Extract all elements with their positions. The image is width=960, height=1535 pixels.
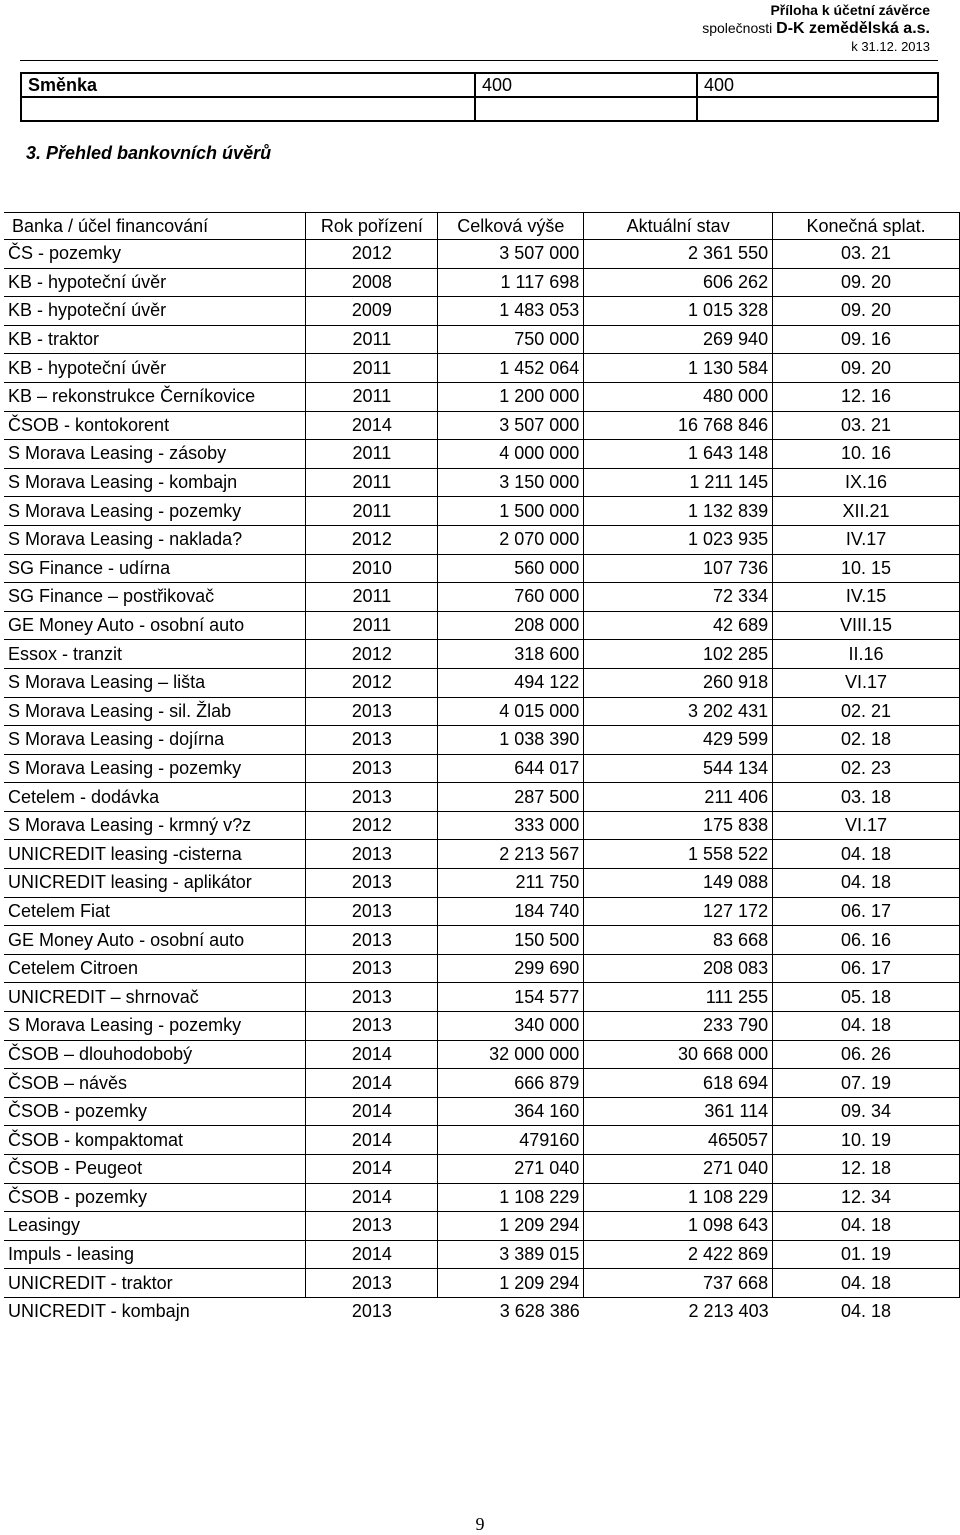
loan-final-payment-cell: 02. 23 (773, 754, 960, 783)
loan-current-cell: 127 172 (584, 897, 773, 926)
table-row (4, 668, 960, 697)
company-name: D-K zemědělská a.s. (776, 20, 930, 37)
loan-current-cell: 111 255 (584, 983, 773, 1012)
table-row (4, 354, 960, 383)
loan-total-cell: 271 040 (438, 1155, 584, 1184)
loan-final-payment-cell: IX.16 (773, 468, 960, 497)
loan-current-cell: 269 940 (584, 325, 773, 354)
loan-year-cell: 2011 (306, 583, 438, 612)
loan-total-cell: 154 577 (438, 983, 584, 1012)
loan-current-cell: 1 211 145 (584, 468, 773, 497)
loan-current-cell: 271 040 (584, 1155, 773, 1184)
note-row (21, 73, 938, 97)
note-value-cell: 400 (697, 73, 938, 97)
loan-year-cell: 2013 (306, 897, 438, 926)
loan-total-cell: 1 200 000 (438, 382, 584, 411)
loan-final-payment-cell: 06. 16 (773, 926, 960, 955)
table-row (4, 897, 960, 926)
loan-current-cell: 1 132 839 (584, 497, 773, 526)
loan-final-payment-cell: 09. 20 (773, 268, 960, 297)
table-row (4, 811, 960, 840)
table-row (4, 869, 960, 898)
loan-final-payment-cell: 03. 18 (773, 783, 960, 812)
loan-name-cell: UNICREDIT - kombajn (8, 1301, 190, 1322)
loan-final-payment-cell: 09. 20 (773, 297, 960, 326)
loan-final-payment-cell: 09. 34 (773, 1097, 960, 1126)
loan-year-cell: 2013 (306, 726, 438, 755)
loan-name-cell: UNICREDIT – shrnovač (4, 983, 306, 1012)
loan-total-cell: 4 000 000 (438, 440, 584, 469)
loan-name-cell: ČSOB – dlouhodobobý (4, 1040, 306, 1069)
table-row (4, 640, 960, 669)
loan-name-cell: UNICREDIT leasing -cisterna (4, 840, 306, 869)
loan-year-cell: 2013 (306, 754, 438, 783)
loan-year-cell: 2011 (306, 354, 438, 383)
note-label-cell (21, 97, 475, 121)
loan-current-cell: 737 668 (584, 1269, 773, 1298)
loan-total-cell: 1 108 229 (438, 1183, 584, 1212)
table-row (4, 840, 960, 869)
table-row (4, 525, 960, 554)
loan-final-payment-cell: 02. 18 (773, 726, 960, 755)
note-label-cell: Směnka (21, 73, 475, 97)
loan-year-cell: 2013 (306, 869, 438, 898)
loan-year-cell: 2012 (306, 525, 438, 554)
loan-year-cell: 2011 (306, 468, 438, 497)
loan-current-cell: 480 000 (584, 382, 773, 411)
column-header-final-payment: Konečná splat. (773, 213, 960, 240)
loan-current-cell: 1 023 935 (584, 525, 773, 554)
header-divider (20, 60, 938, 61)
loan-year-cell: 2013 (306, 783, 438, 812)
loan-current-cell: 544 134 (584, 754, 773, 783)
loan-current-cell: 1 108 229 (584, 1183, 773, 1212)
loan-total-cell: 3 389 015 (438, 1240, 584, 1269)
section-title: 3. Přehled bankovních úvěrů (26, 143, 272, 163)
loan-name-cell: ČS - pozemky (4, 240, 306, 269)
loan-total-cell: 1 038 390 (438, 726, 584, 755)
table-row (4, 497, 960, 526)
loan-total-cell: 3 507 000 (438, 411, 584, 440)
loan-final-payment-cell: 01. 19 (773, 1240, 960, 1269)
loan-year-cell: 2014 (306, 1240, 438, 1269)
loan-name-cell: ČSOB - kontokorent (4, 411, 306, 440)
loan-final-payment-cell: 10. 15 (773, 554, 960, 583)
loan-name-cell: KB - hypoteční úvěr (4, 268, 306, 297)
loan-final-payment-cell: 04. 18 (773, 840, 960, 869)
table-row (4, 440, 960, 469)
loan-final-payment-cell: 07. 19 (773, 1069, 960, 1098)
table-row (4, 1240, 960, 1269)
loan-year-cell: 2012 (306, 811, 438, 840)
table-row (4, 1297, 960, 1325)
note-value-cell: 400 (475, 73, 697, 97)
loan-year-cell: 2014 (306, 1040, 438, 1069)
loan-current-cell: 72 334 (584, 583, 773, 612)
table-row (4, 1183, 960, 1212)
column-header-total: Celková výše (438, 213, 584, 240)
loan-year-cell: 2014 (306, 1126, 438, 1155)
loan-name-cell: S Morava Leasing - krmný v?z (4, 811, 306, 840)
loan-current-cell: 16 768 846 (584, 411, 773, 440)
loan-name-cell: Cetelem Citroen (4, 954, 306, 983)
note-value-cell (475, 97, 697, 121)
loan-year-cell: 2013 (306, 926, 438, 955)
loan-year-cell: 2014 (306, 411, 438, 440)
loan-name-cell: ČSOB – návěs (4, 1069, 306, 1098)
loan-final-payment-cell: 04. 18 (773, 869, 960, 898)
table-row (4, 954, 960, 983)
loan-year-cell: 2014 (306, 1097, 438, 1126)
table-row (4, 754, 960, 783)
loan-year-cell: 2011 (306, 440, 438, 469)
loan-name-cell: S Morava Leasing – lišta (4, 668, 306, 697)
loan-final-payment-cell: II.16 (773, 640, 960, 669)
loan-final-payment-cell: 06. 17 (773, 897, 960, 926)
loan-name-cell: Cetelem - dodávka (4, 783, 306, 812)
table-row (4, 697, 960, 726)
loan-total-cell: 750 000 (438, 325, 584, 354)
loan-current-cell: 465057 (584, 1126, 773, 1155)
table-row (4, 1040, 960, 1069)
table-row (4, 240, 960, 269)
loan-final-payment-cell: 10. 16 (773, 440, 960, 469)
loan-name-cell: KB - hypoteční úvěr (4, 354, 306, 383)
table-row (4, 1097, 960, 1126)
loan-final-payment-cell: IV.15 (773, 583, 960, 612)
loan-year-cell: 2011 (306, 382, 438, 411)
loan-current-cell: 1 643 148 (584, 440, 773, 469)
company-prefix: společnosti (702, 20, 773, 36)
loan-final-payment-cell: 06. 17 (773, 954, 960, 983)
loan-total-cell: 479160 (438, 1126, 584, 1155)
table-row (4, 1269, 960, 1298)
table-row (4, 726, 960, 755)
loan-total-cell: 494 122 (438, 668, 584, 697)
loan-current-cell: 3 202 431 (584, 697, 773, 726)
loan-final-payment-cell: 02. 21 (773, 697, 960, 726)
loan-current-cell: 42 689 (584, 611, 773, 640)
loan-total-cell: 3 507 000 (438, 240, 584, 269)
loan-year-cell: 2013 (306, 1012, 438, 1041)
loan-year-cell: 2010 (306, 554, 438, 583)
loan-total-cell: 3 150 000 (438, 468, 584, 497)
loan-name-cell: S Morava Leasing - dojírna (4, 726, 306, 755)
loan-current-cell: 2 361 550 (584, 240, 773, 269)
loan-current-cell: 429 599 (584, 726, 773, 755)
loan-name-cell: Impuls - leasing (4, 1240, 306, 1269)
loan-current-cell: 1 130 584 (584, 354, 773, 383)
table-row (4, 1155, 960, 1184)
loan-total-cell: 1 209 294 (438, 1269, 584, 1298)
table-row (4, 1069, 960, 1098)
loan-final-payment-cell: VI.17 (773, 811, 960, 840)
loan-name-cell: S Morava Leasing - naklada? (4, 525, 306, 554)
loan-final-payment-cell: 12. 16 (773, 382, 960, 411)
loan-current-cell: 30 668 000 (584, 1040, 773, 1069)
loan-final-payment-cell: 06. 26 (773, 1040, 960, 1069)
loan-final-payment-cell: 10. 19 (773, 1126, 960, 1155)
loan-total-cell: 340 000 (438, 1012, 584, 1041)
report-date: k 31.12. 2013 (851, 39, 930, 54)
loan-name-cell: Leasingy (4, 1212, 306, 1241)
loan-name-cell: KB - hypoteční úvěr (4, 297, 306, 326)
loan-year-cell: 2012 (306, 640, 438, 669)
loan-current-cell: 107 736 (584, 554, 773, 583)
loan-current-cell: 102 285 (584, 640, 773, 669)
table-row (4, 583, 960, 612)
loan-name-cell: Essox - tranzit (4, 640, 306, 669)
loan-final-payment-cell: 05. 18 (773, 983, 960, 1012)
loan-final-payment-cell: 03. 21 (773, 240, 960, 269)
loan-name-cell: ČSOB - kompaktomat (4, 1126, 306, 1155)
loan-name-cell: KB - traktor (4, 325, 306, 354)
loan-total-cell: 1 452 064 (438, 354, 584, 383)
table-row (4, 297, 960, 326)
loan-name-cell: GE Money Auto - osobní auto (4, 611, 306, 640)
note-value-cell (697, 97, 938, 121)
loan-year-cell: 2013 (306, 1212, 438, 1241)
loan-name-cell: S Morava Leasing - pozemky (4, 1012, 306, 1041)
loan-name-cell: S Morava Leasing - zásoby (4, 440, 306, 469)
table-row (4, 611, 960, 640)
loan-total-cell: 666 879 (438, 1069, 584, 1098)
loan-year-cell: 2011 (306, 611, 438, 640)
column-header-bank: Banka / účel financování (4, 213, 306, 240)
loan-name-cell: ČSOB - Peugeot (4, 1155, 306, 1184)
loan-current-cell: 175 838 (584, 811, 773, 840)
loan-total-cell: 364 160 (438, 1097, 584, 1126)
loan-final-payment-cell: VIII.15 (773, 611, 960, 640)
loan-final-payment-cell: 04. 18 (773, 1269, 960, 1298)
loan-current-cell: 2 213 403 (688, 1301, 769, 1322)
loan-final-payment-cell: 12. 34 (773, 1183, 960, 1212)
table-row (4, 783, 960, 812)
loan-name-cell: S Morava Leasing - pozemky (4, 497, 306, 526)
loan-year-cell: 2014 (306, 1183, 438, 1212)
loan-total-cell: 760 000 (438, 583, 584, 612)
table-row (4, 325, 960, 354)
loans-header-row (4, 213, 960, 240)
table-row (4, 268, 960, 297)
loan-year-cell: 2013 (306, 954, 438, 983)
loan-year-cell: 2008 (306, 268, 438, 297)
loan-current-cell: 149 088 (584, 869, 773, 898)
loan-name-cell: GE Money Auto - osobní auto (4, 926, 306, 955)
loan-total-cell: 150 500 (438, 926, 584, 955)
loan-year-cell: 2012 (306, 240, 438, 269)
table-row (4, 411, 960, 440)
loan-total-cell: 208 000 (438, 611, 584, 640)
loan-total-cell: 1 500 000 (438, 497, 584, 526)
loan-year-cell: 2013 (306, 1269, 438, 1298)
loan-total-cell: 184 740 (438, 897, 584, 926)
loan-total-cell: 287 500 (438, 783, 584, 812)
loan-total-cell: 1 483 053 (438, 297, 584, 326)
loan-total-cell: 1 117 698 (438, 268, 584, 297)
loan-final-payment-cell: 09. 20 (773, 354, 960, 383)
loan-total-cell: 4 015 000 (438, 697, 584, 726)
loan-total-cell: 2 213 567 (438, 840, 584, 869)
attachment-title: Příloha k účetní závěrce (770, 2, 930, 18)
loan-total-cell: 3 628 386 (499, 1301, 580, 1322)
table-row (4, 1012, 960, 1041)
loan-name-cell: UNICREDIT - traktor (4, 1269, 306, 1298)
note-row (21, 97, 938, 121)
loan-current-cell: 83 668 (584, 926, 773, 955)
table-row (4, 983, 960, 1012)
table-row (4, 554, 960, 583)
loan-total-cell: 560 000 (438, 554, 584, 583)
loan-name-cell: ČSOB - pozemky (4, 1183, 306, 1212)
loan-current-cell: 1 558 522 (584, 840, 773, 869)
loan-name-cell: S Morava Leasing - pozemky (4, 754, 306, 783)
promissory-note-table (20, 72, 939, 122)
loan-current-cell: 208 083 (584, 954, 773, 983)
loan-year-cell: 2012 (306, 668, 438, 697)
loan-final-payment-cell: VI.17 (773, 668, 960, 697)
loan-total-cell: 2 070 000 (438, 525, 584, 554)
loan-total-cell: 32 000 000 (438, 1040, 584, 1069)
loan-current-cell: 606 262 (584, 268, 773, 297)
loan-total-cell: 318 600 (438, 640, 584, 669)
loan-current-cell: 1 098 643 (584, 1212, 773, 1241)
loan-final-payment-cell: 04. 18 (773, 1012, 960, 1041)
loan-total-cell: 1 209 294 (438, 1212, 584, 1241)
loan-name-cell: ČSOB - pozemky (4, 1097, 306, 1126)
loan-year-cell: 2014 (306, 1069, 438, 1098)
loan-current-cell: 2 422 869 (584, 1240, 773, 1269)
loan-name-cell: Cetelem Fiat (4, 897, 306, 926)
table-row (4, 1212, 960, 1241)
company-line (702, 20, 930, 38)
loan-final-payment-cell: 03. 21 (773, 411, 960, 440)
loan-name-cell: SG Finance - udírna (4, 554, 306, 583)
loan-total-cell: 333 000 (438, 811, 584, 840)
loan-name-cell: UNICREDIT leasing - aplikátor (4, 869, 306, 898)
loan-current-cell: 1 015 328 (584, 297, 773, 326)
loan-name-cell: SG Finance – postřikovač (4, 583, 306, 612)
loan-current-cell: 233 790 (584, 1012, 773, 1041)
loan-year-cell: 2011 (306, 325, 438, 354)
loan-year-cell: 2014 (306, 1155, 438, 1184)
loan-final-payment-cell: 04. 18 (773, 1212, 960, 1241)
loan-final-payment-cell: 09. 16 (773, 325, 960, 354)
loan-total-cell: 299 690 (438, 954, 584, 983)
loan-year-cell: 2009 (306, 297, 438, 326)
bank-loans-table (4, 212, 960, 1326)
loan-total-cell: 644 017 (438, 754, 584, 783)
loan-final-payment-cell: 12. 18 (773, 1155, 960, 1184)
loan-year-cell: 2013 (306, 840, 438, 869)
table-row (4, 926, 960, 955)
table-row (4, 468, 960, 497)
column-header-current: Aktuální stav (584, 213, 773, 240)
loan-name-cell: S Morava Leasing - kombajn (4, 468, 306, 497)
loan-year-cell: 2013 (306, 697, 438, 726)
loan-total-cell: 211 750 (438, 869, 584, 898)
table-row (4, 1126, 960, 1155)
page-number: 9 (475, 1514, 485, 1534)
loan-final-payment-cell: IV.17 (773, 525, 960, 554)
loan-final-payment-cell: XII.21 (773, 497, 960, 526)
loan-name-cell: S Morava Leasing - sil. Žlab (4, 697, 306, 726)
loan-year-cell: 2013 (351, 1301, 392, 1322)
table-row (4, 382, 960, 411)
loan-current-cell: 618 694 (584, 1069, 773, 1098)
column-header-year: Rok pořízení (306, 213, 438, 240)
loan-current-cell: 260 918 (584, 668, 773, 697)
loan-final-payment-cell: 04. 18 (841, 1301, 892, 1322)
loan-year-cell: 2011 (306, 497, 438, 526)
loan-name-cell: KB – rekonstrukce Černíkovice (4, 382, 306, 411)
loan-current-cell: 211 406 (584, 783, 773, 812)
loan-year-cell: 2013 (306, 983, 438, 1012)
loan-current-cell: 361 114 (584, 1097, 773, 1126)
